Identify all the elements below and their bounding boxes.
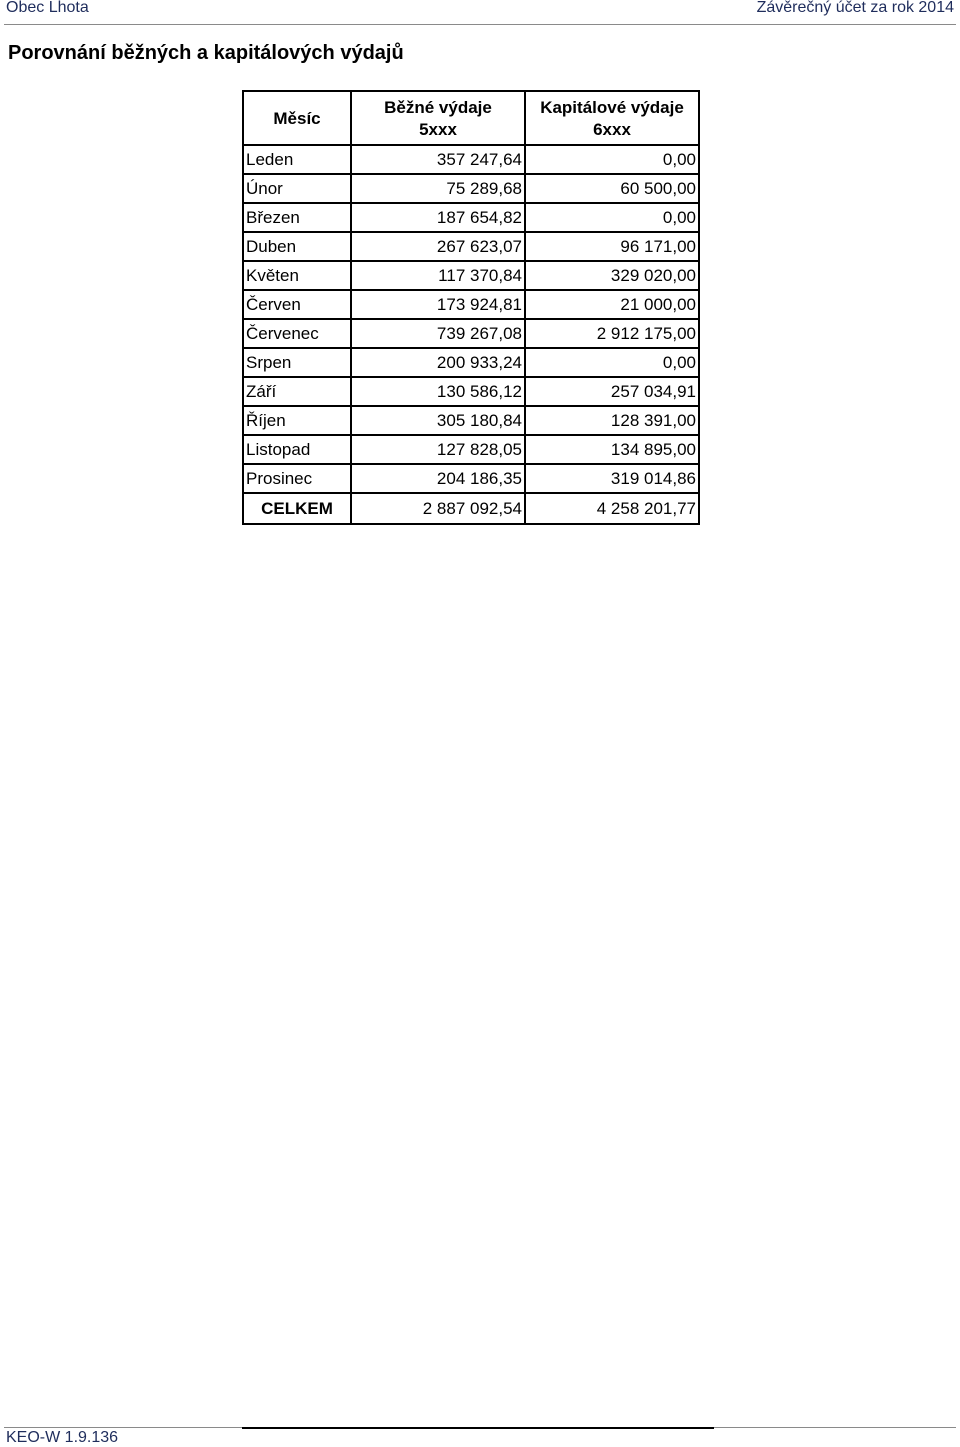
capital-expenses-cell: 134 895,00 [525, 435, 699, 464]
current-expenses-cell: 204 186,35 [351, 464, 525, 493]
month-cell: Červen [243, 290, 351, 319]
total-capital-expenses: 4 258 201,77 [525, 493, 699, 524]
total-current-expenses: 2 887 092,54 [351, 493, 525, 524]
month-cell: Duben [243, 232, 351, 261]
page-title: Porovnání běžných a kapitálových výdajů [8, 42, 404, 64]
table-row [243, 377, 699, 406]
capital-expenses-cell: 0,00 [525, 203, 699, 232]
table-row [243, 290, 699, 319]
table-row [243, 464, 699, 493]
column-header-capital-label: Kapitálové výdaje [540, 97, 684, 117]
column-header-capital-expenses [525, 91, 699, 145]
capital-expenses-cell: 319 014,86 [525, 464, 699, 493]
current-expenses-cell: 200 933,24 [351, 348, 525, 377]
footer-version: KEO-W 1.9.136 [6, 1429, 119, 1446]
total-label: CELKEM [243, 493, 351, 524]
footer-divider-table [242, 1427, 714, 1429]
table-row [243, 406, 699, 435]
capital-expenses-cell: 21 000,00 [525, 290, 699, 319]
capital-expenses-cell: 257 034,91 [525, 377, 699, 406]
column-header-current-expenses [351, 91, 525, 145]
month-cell: Listopad [243, 435, 351, 464]
capital-expenses-cell: 0,00 [525, 348, 699, 377]
month-cell: Únor [243, 174, 351, 203]
table-row [243, 261, 699, 290]
expenses-table [242, 90, 700, 525]
current-expenses-cell: 75 289,68 [351, 174, 525, 203]
table-row [243, 203, 699, 232]
column-header-month-label: Měsíc [273, 108, 321, 128]
current-expenses-cell: 187 654,82 [351, 203, 525, 232]
current-expenses-cell: 173 924,81 [351, 290, 525, 319]
current-expenses-cell: 130 586,12 [351, 377, 525, 406]
capital-expenses-cell: 128 391,00 [525, 406, 699, 435]
month-cell: Září [243, 377, 351, 406]
column-header-month [243, 91, 351, 145]
month-cell: Květen [243, 261, 351, 290]
month-cell: Prosinec [243, 464, 351, 493]
month-cell: Leden [243, 145, 351, 174]
table-row [243, 348, 699, 377]
total-row [243, 493, 699, 524]
month-cell: Červenec [243, 319, 351, 348]
month-cell: Říjen [243, 406, 351, 435]
capital-expenses-cell: 60 500,00 [525, 174, 699, 203]
current-expenses-cell: 305 180,84 [351, 406, 525, 435]
table-header-row [243, 91, 699, 145]
column-header-current-label: Běžné výdaje [384, 97, 492, 117]
table-row [243, 174, 699, 203]
capital-expenses-cell: 0,00 [525, 145, 699, 174]
month-cell: Březen [243, 203, 351, 232]
header-municipality: Obec Lhota [6, 0, 89, 16]
table-row [243, 232, 699, 261]
current-expenses-cell: 739 267,08 [351, 319, 525, 348]
footer-divider-left [4, 1427, 242, 1428]
current-expenses-cell: 267 623,07 [351, 232, 525, 261]
table-row [243, 319, 699, 348]
current-expenses-cell: 117 370,84 [351, 261, 525, 290]
column-header-capital-code: 6xxx [593, 119, 631, 139]
current-expenses-cell: 127 828,05 [351, 435, 525, 464]
capital-expenses-cell: 2 912 175,00 [525, 319, 699, 348]
month-cell: Srpen [243, 348, 351, 377]
table-row [243, 145, 699, 174]
capital-expenses-cell: 96 171,00 [525, 232, 699, 261]
footer-divider-right [714, 1427, 956, 1428]
header-report-title: Závěrečný účet za rok 2014 [756, 0, 954, 16]
table-row [243, 435, 699, 464]
current-expenses-cell: 357 247,64 [351, 145, 525, 174]
capital-expenses-cell: 329 020,00 [525, 261, 699, 290]
column-header-current-code: 5xxx [419, 119, 457, 139]
header-divider [4, 24, 956, 25]
